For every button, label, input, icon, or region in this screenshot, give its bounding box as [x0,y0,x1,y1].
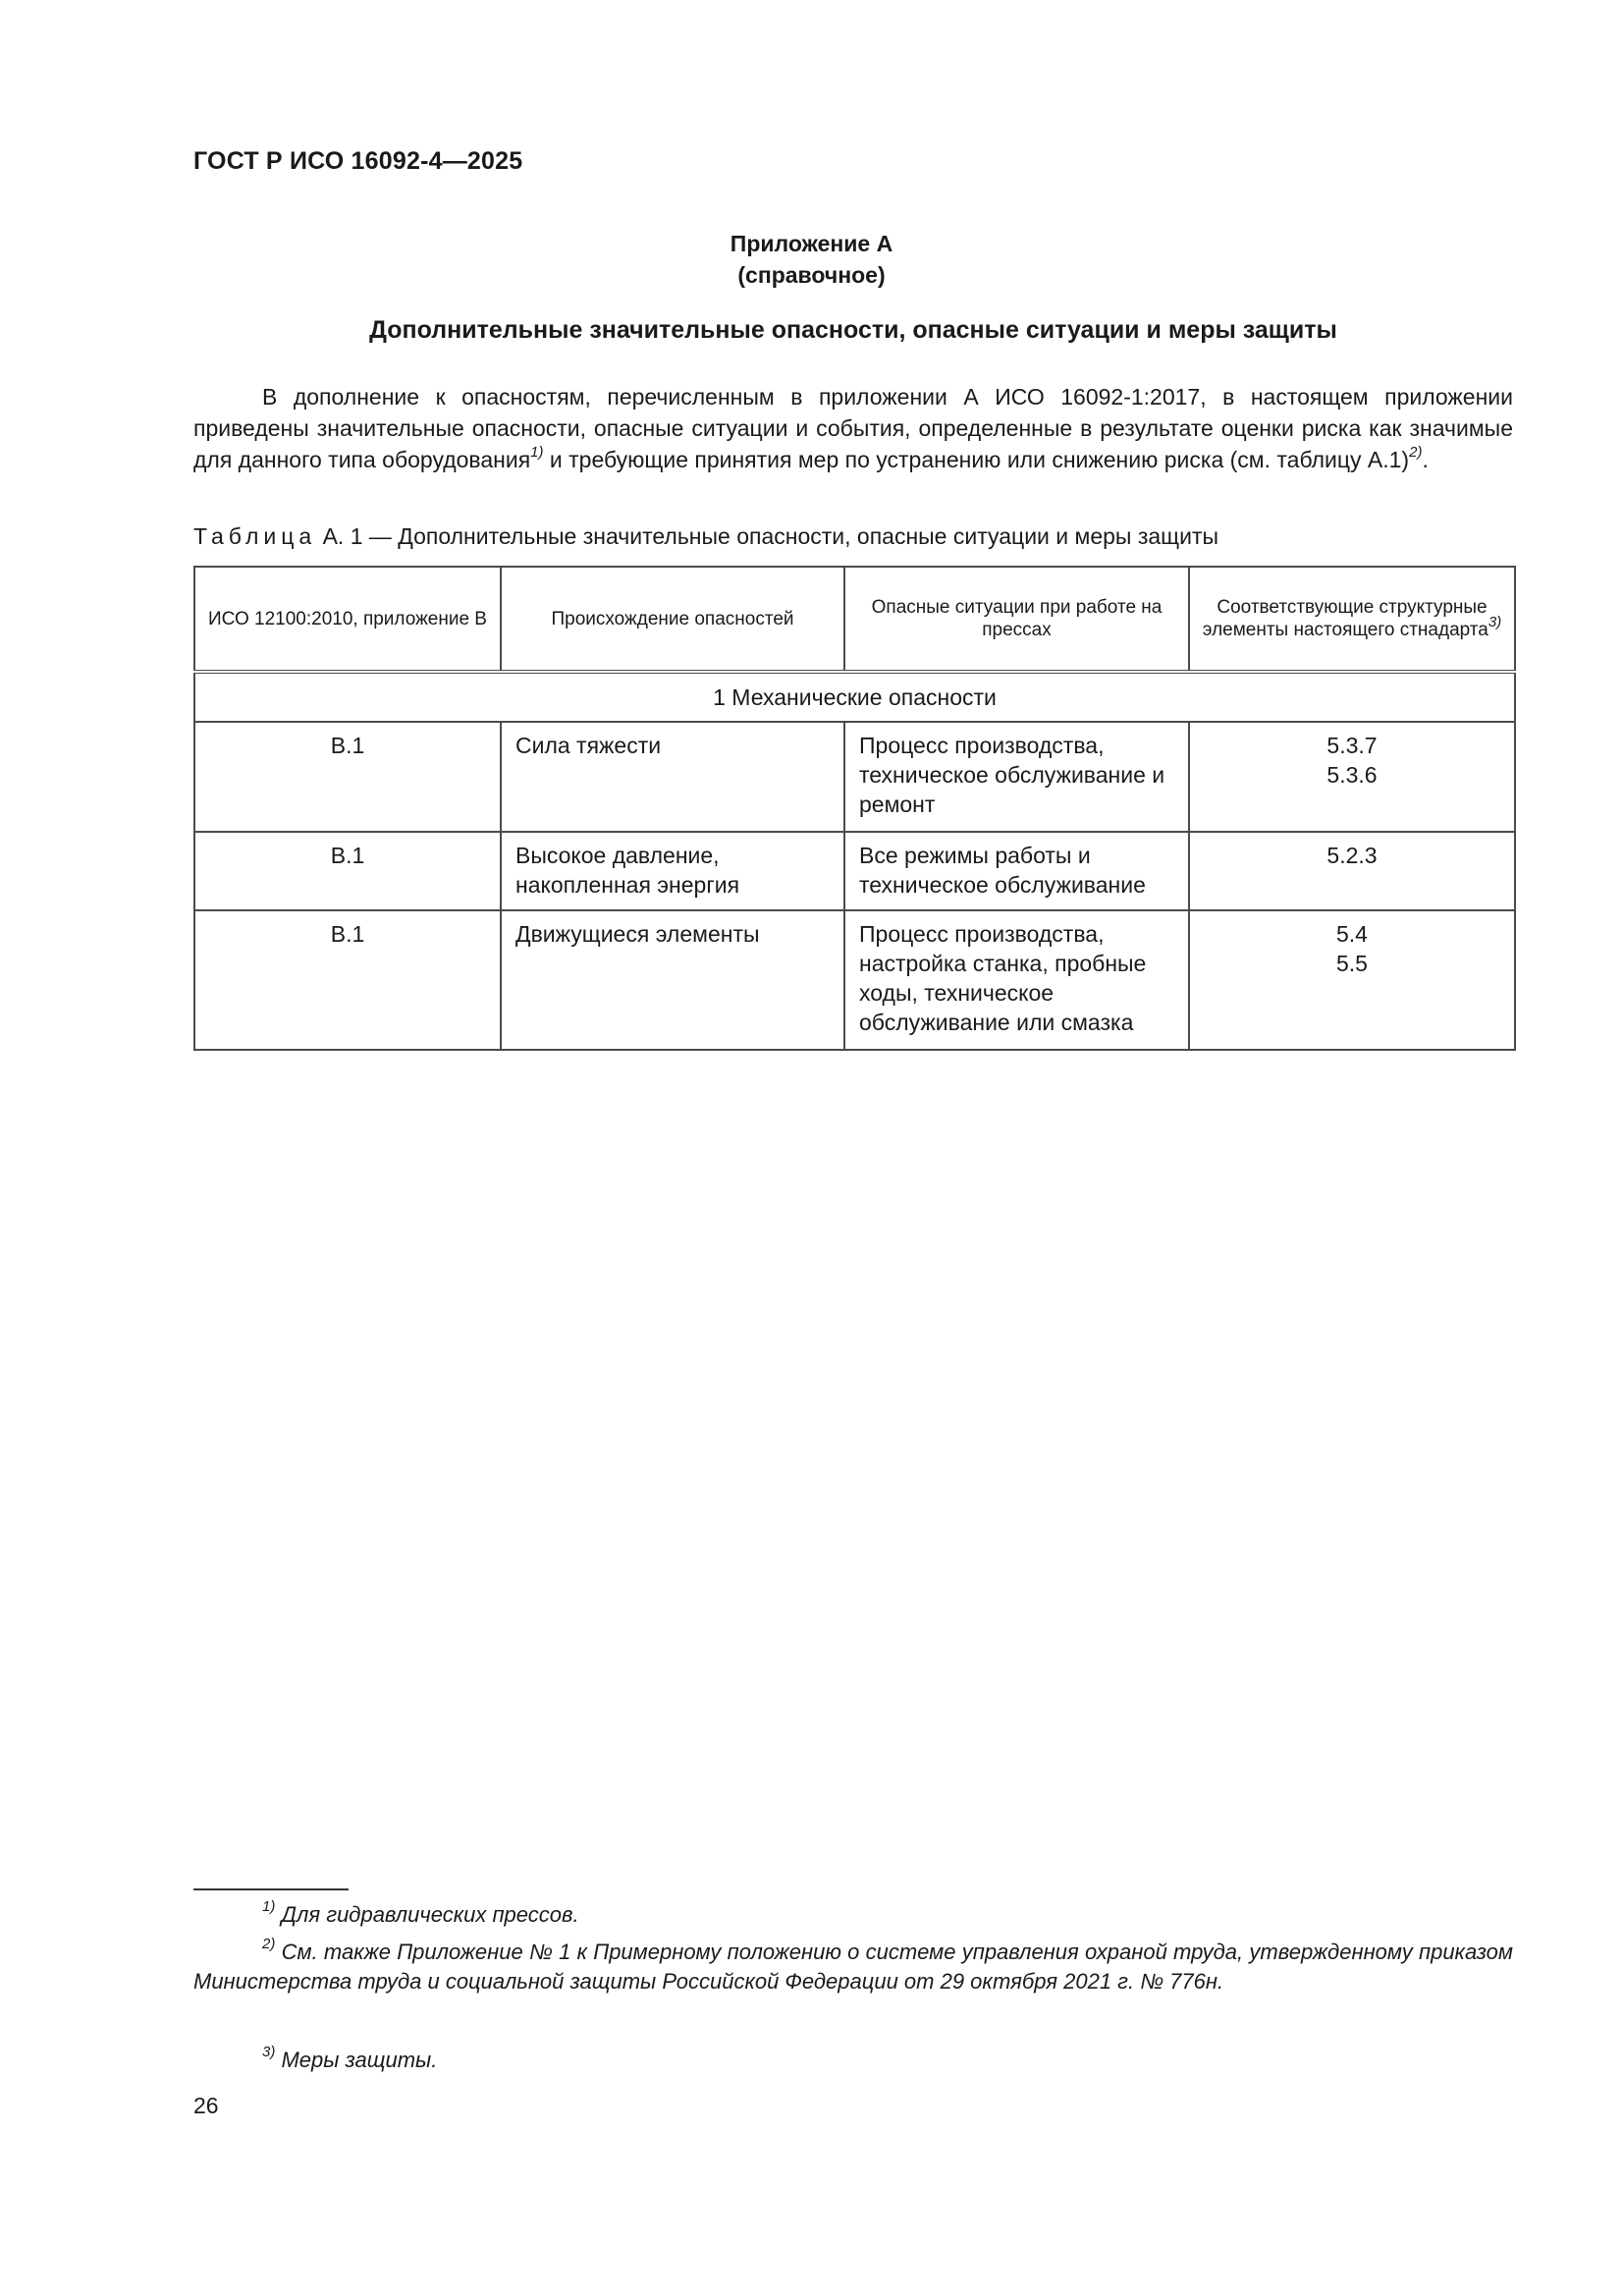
cell-hazardous-situation: Процесс производства, техническое обслуживание и ремонт [844,722,1189,832]
footnote-text: См. также Приложение № 1 к Примерному положению о системе управления охраной труда, утвержденному приказом Министерства труда и социальной защиты Российской Федерации от 29 октября 2021 г. № 776н. [193,1940,1513,1994]
intro-text-1: В дополнение к опасностям, перечисленным в приложении А ИСО 16092-1:2017, в настоящем приложении приведены значительные опасности, опасные ситуации и события, определенные в результате оценки риска как значимые для данного типа оборудования [193,384,1513,472]
cell-hazard-origin: Высокое давление, накопленная энергия [501,832,844,910]
cell-iso-reference: В.1 [194,910,501,1050]
intro-paragraph [193,381,1513,475]
annex-label: Приложение А [730,231,893,256]
footnote-3 [193,2043,1513,2075]
footnote-1 [193,1897,1513,1930]
document-code: ГОСТ Р ИСО 16092-4—2025 [193,147,523,175]
annex-title: Дополнительные значительные опасности, опасные ситуации и меры защиты [369,316,1337,344]
page-number: 26 [193,2093,219,2118]
element-clause: 5.3.6 [1326,762,1378,788]
cell-standard-elements [1189,910,1515,1050]
footnote-mark: 1) [262,1897,276,1915]
table-section-row [194,672,1515,722]
header-hazardous-situations: Опасные ситуации при работе на прессах [844,567,1189,672]
footnote-text: Меры защиты. [275,2048,438,2072]
footnote-text: Для гидравлических прессов. [275,1902,579,1927]
table-row [194,722,1515,832]
element-clause: 5.4 [1336,921,1368,947]
intro-text-2: и требующие принятия мер по устранению или снижению риска (см. таблицу А.1) [543,447,1410,472]
cell-iso-reference: В.1 [194,722,501,832]
cell-iso-reference: В.1 [194,832,501,910]
annex-status: (справочное) [737,262,886,288]
table-header-row [194,567,1515,672]
hazards-table [193,566,1516,1051]
footnote-separator [193,1888,349,1890]
cell-standard-elements [1189,722,1515,832]
footnote-ref-1: 1) [530,444,544,462]
footnote-mark: 2) [262,1935,276,1952]
table-caption [193,523,1218,550]
footnote-mark: 3) [262,2043,276,2060]
cell-hazard-origin: Движущиеся элементы [501,910,844,1050]
cell-hazard-origin: Сила тяжести [501,722,844,832]
section-mechanical-hazards: 1 Механические опасности [194,672,1515,722]
footnote-ref-2: 2) [1409,444,1423,462]
footnote-ref-3: 3) [1488,613,1502,630]
intro-text-3: . [1422,447,1429,472]
table-caption-text: А. 1 — Дополнительные значительные опасности, опасные ситуации и меры защиты [316,523,1219,549]
table-row [194,910,1515,1050]
cell-standard-elements [1189,832,1515,910]
header-standard-elements-text: Соответствующие структурные элементы настоящего стнадарта [1202,597,1488,640]
element-clause: 5.5 [1336,951,1368,976]
table-caption-prefix: Таблица [193,523,317,549]
table-row [194,832,1515,910]
header-hazard-origin: Происхождение опасностей [501,567,844,672]
cell-hazardous-situation: Все режимы работы и техническое обслуживание [844,832,1189,910]
annex-heading [0,228,1623,291]
element-clause: 5.3.7 [1326,733,1378,758]
header-standard-elements [1189,567,1515,672]
header-iso-reference: ИСО 12100:2010, приложение В [194,567,501,672]
cell-hazardous-situation: Процесс производства, настройка станка, пробные ходы, техническое обслуживание или смазка [844,910,1189,1050]
element-clause: 5.2.3 [1326,843,1378,868]
footnote-2 [193,1935,1513,1996]
